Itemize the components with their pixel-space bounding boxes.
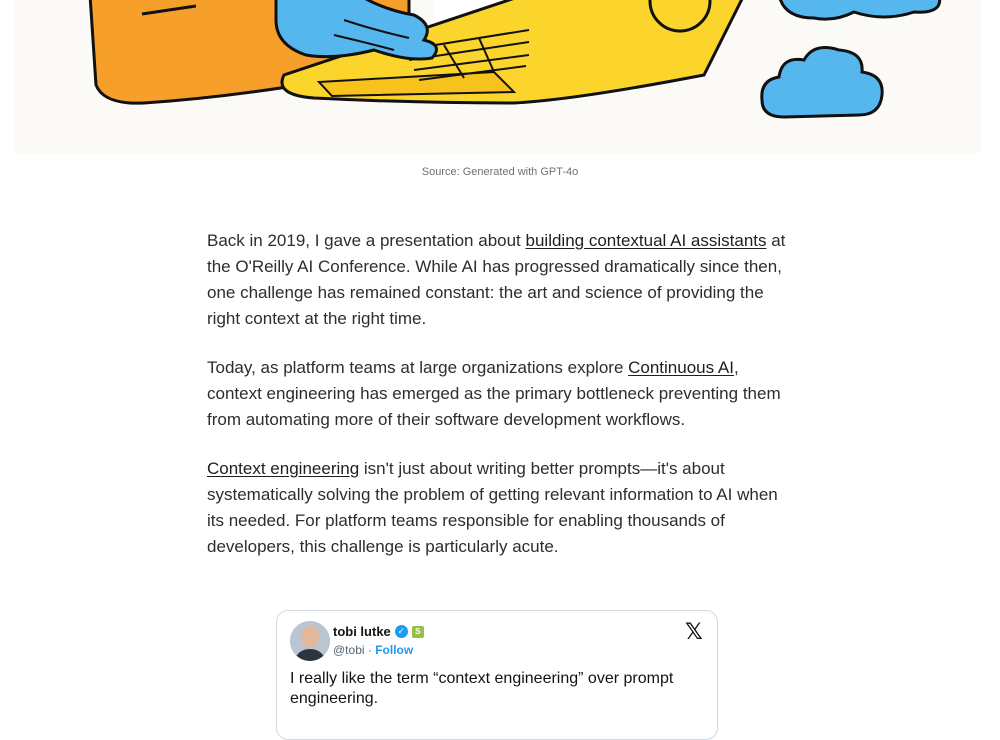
illustration-svg	[14, 0, 981, 153]
article-body	[207, 228, 792, 583]
tweet-handle[interactable]: @tobi	[333, 643, 365, 657]
follow-button[interactable]: Follow	[375, 643, 414, 657]
paragraph-1: Back in 2019, I gave a presentation about building contextual AI assistants at the O'Reilly AI Conference. While AI has progressed dramatically since then, one challenge has remained constant: the art and science of providing the right context at the right time.	[207, 231, 786, 328]
paragraph-2: Today, as platform teams at large organizations explore Continuous AI, context engineering has emerged as the primary bottleneck preventing them from automating more of their software development workflows.	[207, 358, 781, 429]
avatar[interactable]	[290, 621, 330, 661]
avatar-image	[290, 621, 330, 661]
hero-illustration	[14, 0, 981, 153]
tweet-text: I really like the term “context engineering” over prompt engineering.	[290, 670, 674, 707]
link-continuous-ai[interactable]: Continuous AI	[628, 358, 734, 377]
x-logo-icon[interactable]: 𝕏	[685, 619, 703, 644]
figure-caption: Source: Generated with GPT-4o	[421, 166, 579, 178]
shopify-badge-icon: S	[412, 626, 424, 638]
cloud-top	[779, 0, 940, 19]
cloud-right	[762, 48, 882, 117]
link-context-engineering[interactable]: Context engineering	[207, 459, 360, 478]
tweet-author[interactable]: tobi lutke ✓ S	[333, 624, 424, 639]
verified-badge-icon: ✓	[395, 625, 408, 638]
link-building-contextual-ai-assistants[interactable]: building contextual AI assistants	[525, 231, 767, 250]
tweet-handle-row: @tobi · Follow	[333, 643, 414, 657]
blue-hand	[276, 0, 437, 59]
paragraph-3: Context engineering isn't just about writing better prompts—it's about systematically solving the problem of getting relevant information to AI when its needed. For platform teams responsible for enabling thousands of developers, this challenge is particularly acute.	[207, 459, 778, 556]
